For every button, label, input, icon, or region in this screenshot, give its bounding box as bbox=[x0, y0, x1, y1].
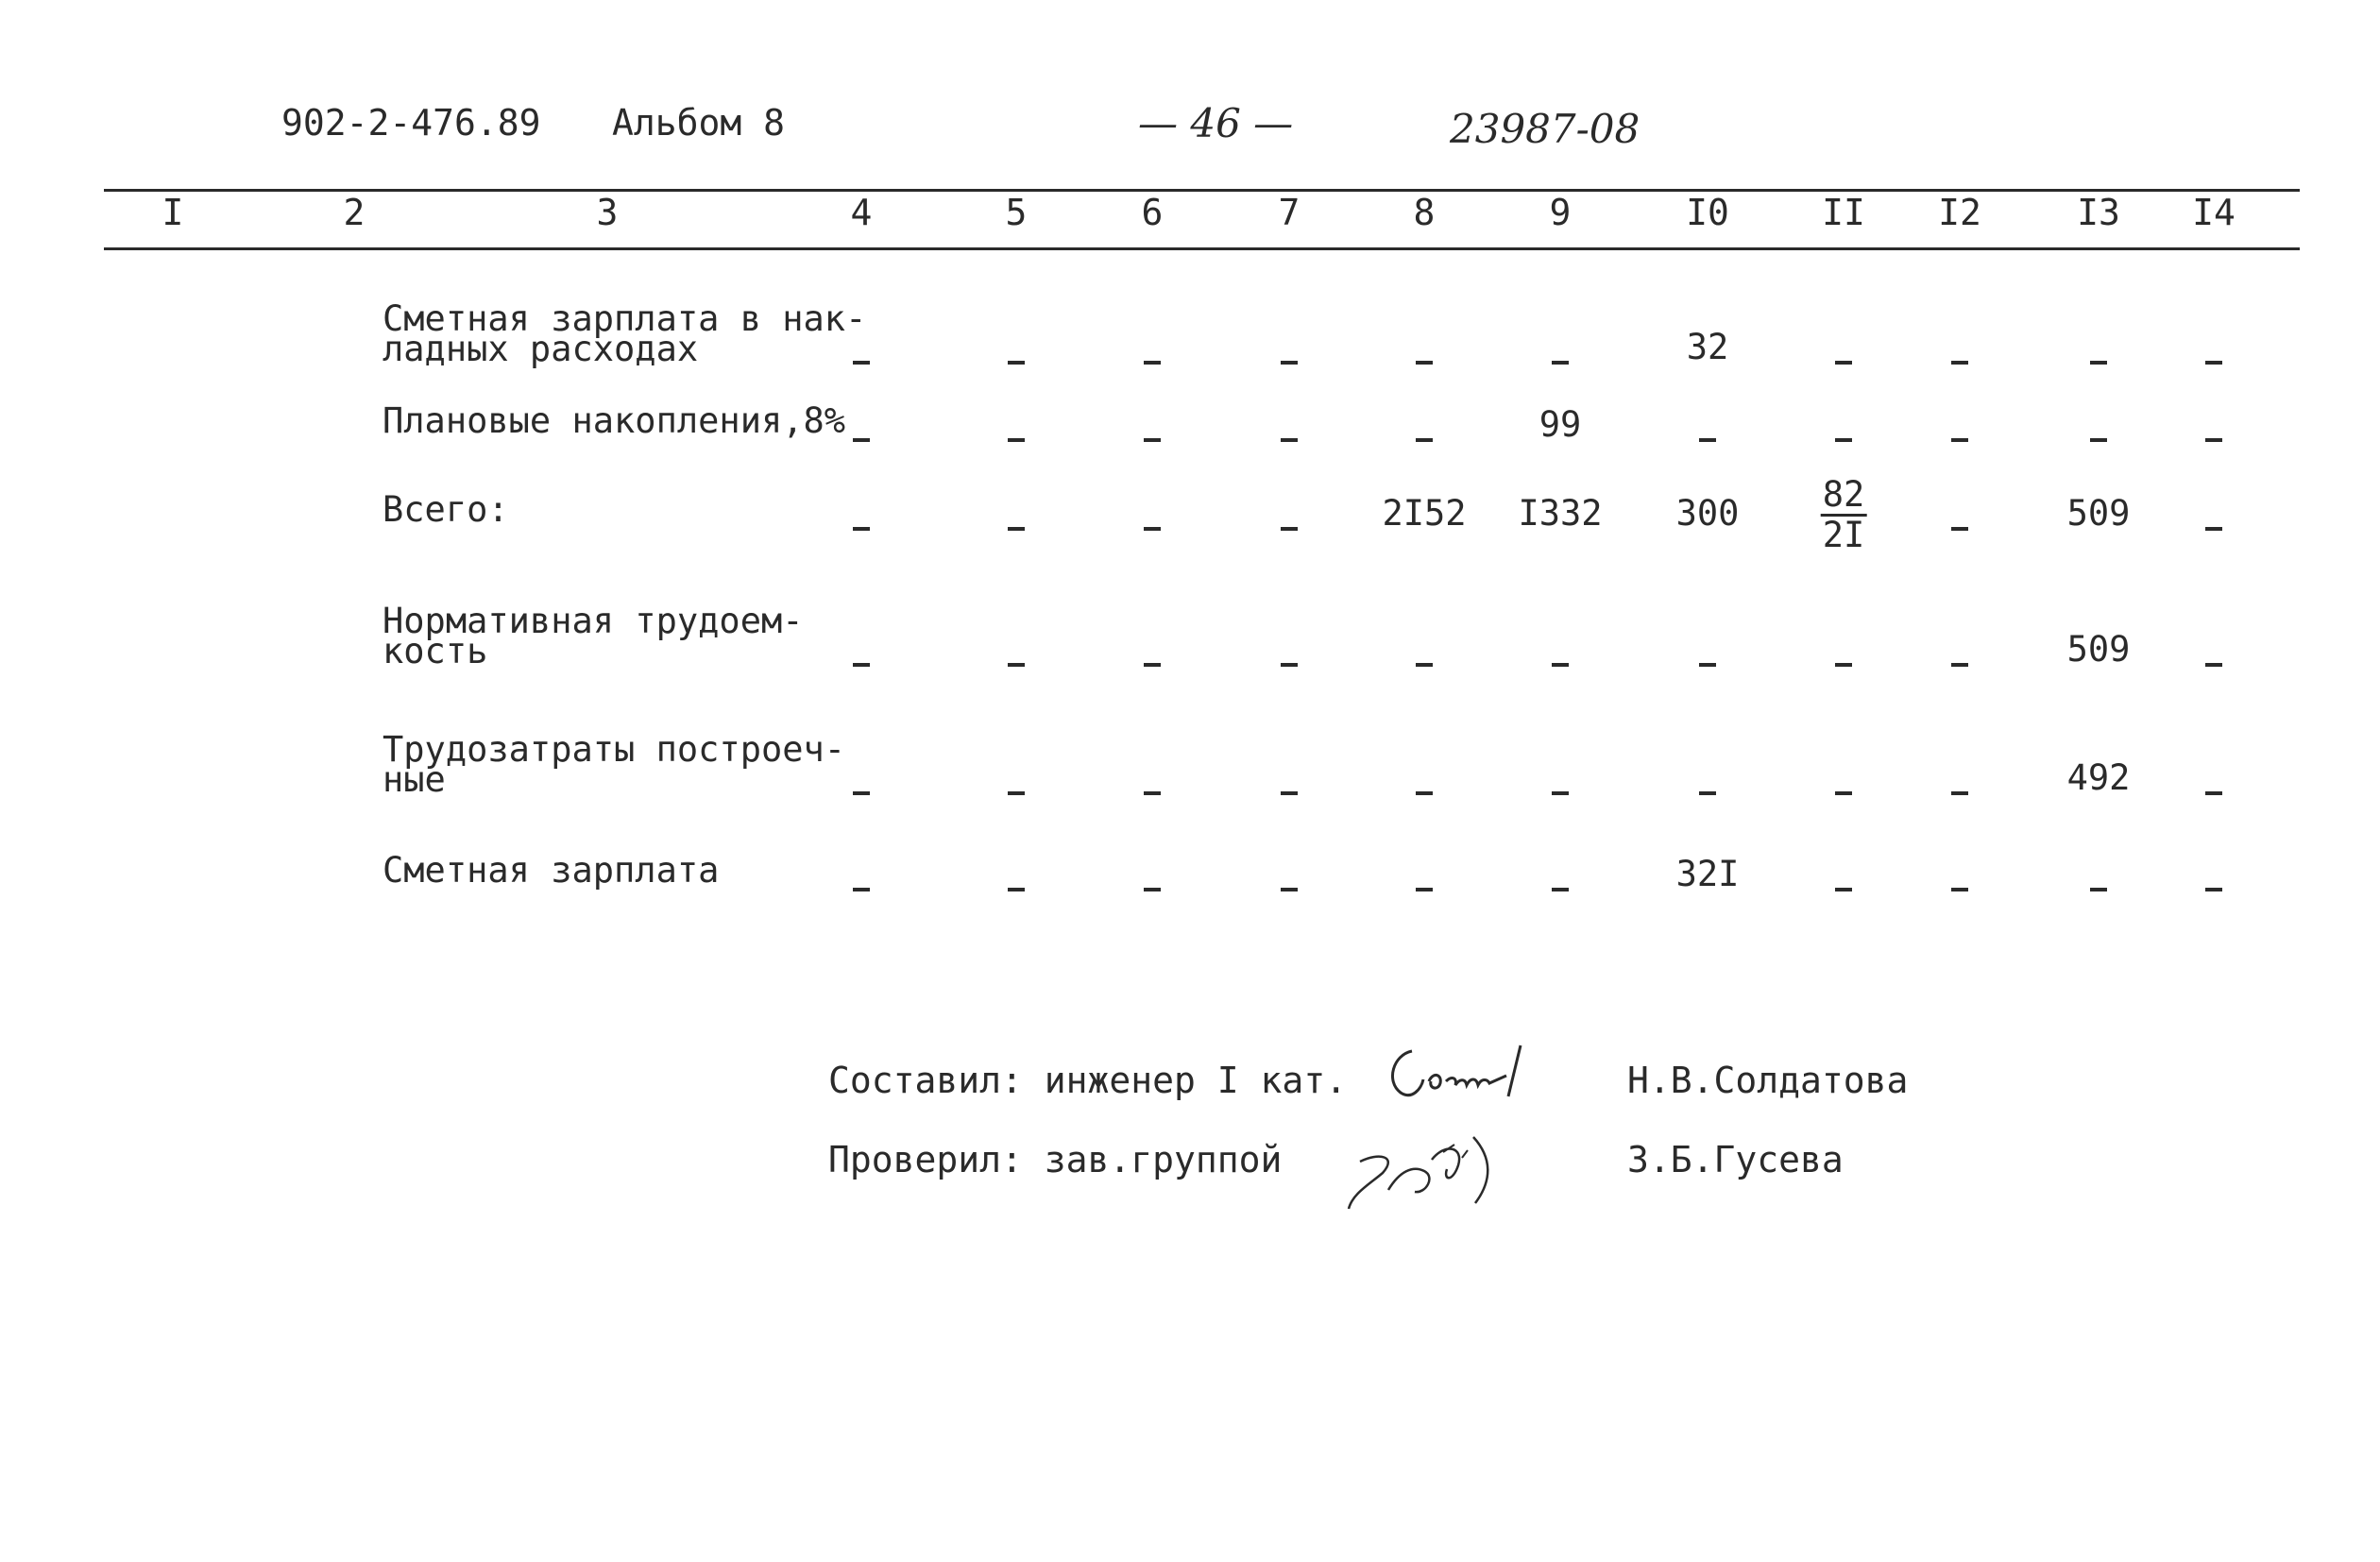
dash-mark bbox=[2205, 527, 2222, 531]
table-cell bbox=[853, 642, 870, 683]
dash-mark bbox=[2205, 361, 2222, 365]
dash-mark bbox=[1951, 663, 1968, 667]
table-cell bbox=[2205, 506, 2222, 547]
column-number: 4 bbox=[850, 192, 873, 233]
dash-mark bbox=[1552, 361, 1569, 365]
dash-mark bbox=[2205, 791, 2222, 795]
row-label bbox=[382, 601, 804, 671]
table-cell: 509 bbox=[2066, 493, 2131, 534]
table-header-rule bbox=[104, 247, 2300, 250]
table-cell bbox=[1951, 642, 1968, 683]
column-number: 8 bbox=[1413, 192, 1436, 233]
table-cell bbox=[1951, 340, 1968, 381]
table-cell bbox=[1144, 867, 1161, 908]
table-cell bbox=[1281, 771, 1298, 811]
table-cell bbox=[2090, 340, 2107, 381]
row-label-line: Сметная зарплата bbox=[382, 850, 720, 891]
table-cell bbox=[1281, 506, 1298, 547]
row-label bbox=[382, 298, 867, 369]
table-cell bbox=[1281, 340, 1298, 381]
dash-mark bbox=[1699, 791, 1716, 795]
checked-by-label: Проверил: зав.группой bbox=[828, 1139, 1283, 1180]
table-cell bbox=[2205, 642, 2222, 683]
dash-mark bbox=[2090, 888, 2107, 891]
dash-mark bbox=[853, 527, 870, 531]
table-cell: I332 bbox=[1518, 493, 1603, 534]
table-cell bbox=[1552, 867, 1569, 908]
row-label-line: Всего: bbox=[382, 489, 509, 530]
handwritten-code: 23987-08 bbox=[1450, 106, 1640, 152]
compiled-by-name: Н.В.Солдатова bbox=[1627, 1060, 1909, 1101]
column-number: 5 bbox=[1005, 192, 1028, 233]
dash-mark bbox=[1144, 888, 1161, 891]
table-cell bbox=[1281, 642, 1298, 683]
dash-mark bbox=[2090, 438, 2107, 442]
handwritten-signature-icon bbox=[1341, 1124, 1511, 1218]
compiled-by-label: Составил: инженер I кат. bbox=[828, 1060, 1348, 1101]
table-cell bbox=[1416, 867, 1433, 908]
row-label-line: Сметная зарплата в нак- bbox=[382, 298, 867, 339]
dash-mark bbox=[1144, 791, 1161, 795]
table-cell bbox=[1835, 340, 1852, 381]
fraction-value bbox=[1821, 476, 1867, 554]
dash-mark bbox=[1835, 888, 1852, 891]
table-cell bbox=[1008, 642, 1025, 683]
dash-mark bbox=[2205, 888, 2222, 891]
dash-mark bbox=[1144, 361, 1161, 365]
row-label-line: Трудозатраты построеч- bbox=[382, 729, 846, 770]
row-label-line: Нормативная трудоем- bbox=[382, 601, 804, 641]
column-number: 7 bbox=[1278, 192, 1300, 233]
column-number: 2 bbox=[343, 192, 366, 233]
dash-mark bbox=[1416, 791, 1433, 795]
table-cell bbox=[1951, 771, 1968, 811]
table-cell bbox=[1144, 417, 1161, 458]
table-cell bbox=[1835, 417, 1852, 458]
table-cell bbox=[1008, 867, 1025, 908]
dash-mark bbox=[1144, 663, 1161, 667]
dash-mark bbox=[1835, 361, 1852, 365]
table-cell bbox=[1144, 771, 1161, 811]
column-number: 9 bbox=[1549, 192, 1572, 233]
dash-mark bbox=[1008, 663, 1025, 667]
dash-mark bbox=[1416, 888, 1433, 891]
table-cell bbox=[853, 417, 870, 458]
column-number: 3 bbox=[596, 192, 619, 233]
dash-mark bbox=[1552, 888, 1569, 891]
table-cell bbox=[1552, 340, 1569, 381]
dash-mark bbox=[1699, 663, 1716, 667]
table-cell bbox=[2090, 417, 2107, 458]
table-cell bbox=[853, 771, 870, 811]
table-cell bbox=[1835, 771, 1852, 811]
table-cell bbox=[2205, 771, 2222, 811]
dash-mark bbox=[1281, 888, 1298, 891]
dash-mark bbox=[1416, 361, 1433, 365]
table-cell: 300 bbox=[1675, 493, 1740, 534]
dash-mark bbox=[1281, 791, 1298, 795]
table-cell bbox=[1699, 642, 1716, 683]
dash-mark bbox=[1281, 527, 1298, 531]
fraction-numerator: 82 bbox=[1822, 474, 1865, 515]
column-number: I3 bbox=[2077, 192, 2120, 233]
dash-mark bbox=[1951, 888, 1968, 891]
dash-mark bbox=[1699, 438, 1716, 442]
document-code: 902-2-476.89 bbox=[281, 102, 541, 144]
table-cell: 509 bbox=[2066, 629, 2131, 670]
row-label-line: ладных расходах bbox=[382, 329, 699, 369]
table-cell bbox=[1281, 417, 1298, 458]
table-cell: 99 bbox=[1538, 404, 1582, 445]
album-label: Альбом 8 bbox=[612, 102, 786, 144]
dash-mark bbox=[1008, 527, 1025, 531]
dash-mark bbox=[853, 438, 870, 442]
dash-mark bbox=[1416, 663, 1433, 667]
table-cell bbox=[1699, 771, 1716, 811]
dash-mark bbox=[1008, 888, 1025, 891]
dash-mark bbox=[1835, 791, 1852, 795]
table-cell bbox=[853, 867, 870, 908]
column-number: I2 bbox=[1938, 192, 1981, 233]
dash-mark bbox=[2205, 663, 2222, 667]
dash-mark bbox=[1552, 663, 1569, 667]
table-cell bbox=[2205, 417, 2222, 458]
dash-mark bbox=[853, 361, 870, 365]
page-number: — 46 — bbox=[1138, 100, 1294, 146]
table-cell bbox=[1699, 417, 1716, 458]
row-label-line: ные bbox=[382, 759, 446, 800]
dash-mark bbox=[1144, 438, 1161, 442]
row-label bbox=[382, 400, 846, 441]
fraction-denominator: 2I bbox=[1822, 515, 1865, 555]
dash-mark bbox=[1281, 438, 1298, 442]
table-cell bbox=[1008, 340, 1025, 381]
column-number: II bbox=[1822, 192, 1865, 233]
table-cell bbox=[1552, 771, 1569, 811]
dash-mark bbox=[1951, 791, 1968, 795]
column-number: 6 bbox=[1141, 192, 1164, 233]
row-label bbox=[382, 729, 846, 800]
table-cell bbox=[1416, 642, 1433, 683]
table-cell bbox=[1552, 642, 1569, 683]
table-cell bbox=[2090, 867, 2107, 908]
column-number: I4 bbox=[2192, 192, 2236, 233]
row-label bbox=[382, 489, 509, 530]
dash-mark bbox=[1144, 527, 1161, 531]
dash-mark bbox=[1008, 438, 1025, 442]
table-cell bbox=[1416, 771, 1433, 811]
table-cell bbox=[1951, 417, 1968, 458]
table-cell bbox=[1144, 340, 1161, 381]
dash-mark bbox=[1008, 791, 1025, 795]
table-cell bbox=[1008, 417, 1025, 458]
table-cell: 32I bbox=[1675, 854, 1740, 894]
column-number: I bbox=[162, 192, 184, 233]
table-cell bbox=[1416, 417, 1433, 458]
dash-mark bbox=[853, 663, 870, 667]
table-cell bbox=[853, 340, 870, 381]
table-cell bbox=[1835, 867, 1852, 908]
dash-mark bbox=[1281, 361, 1298, 365]
dash-mark bbox=[1008, 361, 1025, 365]
table-cell bbox=[1835, 642, 1852, 683]
table-cell bbox=[1144, 506, 1161, 547]
checked-by-name: З.Б.Гусева bbox=[1627, 1139, 1844, 1180]
row-label bbox=[382, 850, 720, 891]
row-label-line: Плановые накопления,8% bbox=[382, 400, 846, 441]
table-cell bbox=[853, 506, 870, 547]
table-cell bbox=[1951, 867, 1968, 908]
dash-mark bbox=[2205, 438, 2222, 442]
table-cell bbox=[2205, 340, 2222, 381]
dash-mark bbox=[1552, 791, 1569, 795]
column-number: I0 bbox=[1686, 192, 1729, 233]
dash-mark bbox=[1281, 663, 1298, 667]
table-cell bbox=[1144, 642, 1161, 683]
table-cell bbox=[1281, 867, 1298, 908]
table-cell: 492 bbox=[2066, 757, 2131, 798]
table-cell bbox=[1416, 340, 1433, 381]
dash-mark bbox=[1951, 527, 1968, 531]
dash-mark bbox=[2090, 361, 2107, 365]
table-cell bbox=[1008, 506, 1025, 547]
dash-mark bbox=[1835, 663, 1852, 667]
table-cell: 2I52 bbox=[1382, 493, 1467, 534]
dash-mark bbox=[853, 888, 870, 891]
table-cell: 32 bbox=[1686, 327, 1729, 367]
dash-mark bbox=[853, 791, 870, 795]
table-cell bbox=[1821, 474, 1867, 554]
dash-mark bbox=[1951, 438, 1968, 442]
dash-mark bbox=[1416, 438, 1433, 442]
dash-mark bbox=[1951, 361, 1968, 365]
table-cell bbox=[1008, 771, 1025, 811]
table-cell bbox=[2205, 867, 2222, 908]
handwritten-signature-icon bbox=[1384, 1034, 1563, 1110]
table-cell bbox=[1951, 506, 1968, 547]
dash-mark bbox=[1835, 438, 1852, 442]
row-label-line: кость bbox=[382, 631, 488, 671]
